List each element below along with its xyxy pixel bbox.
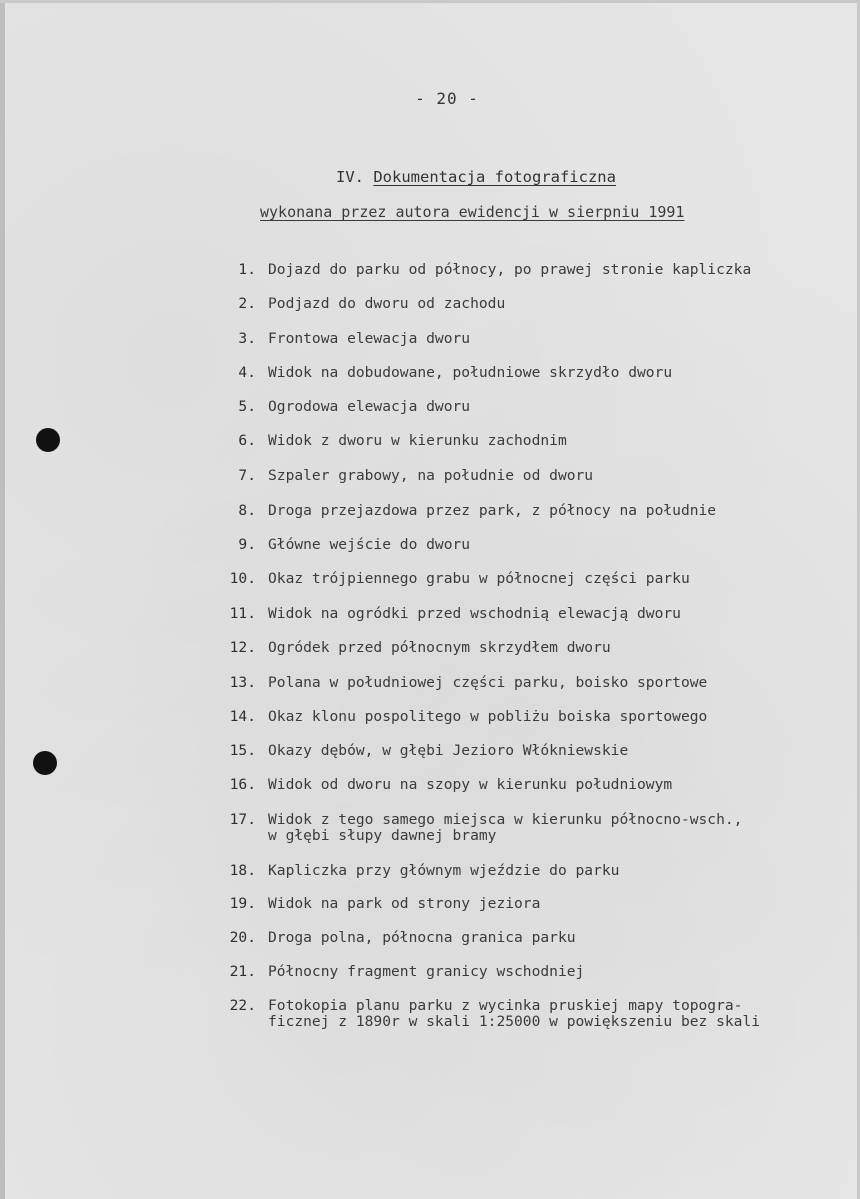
list-item	[212, 930, 852, 946]
list-item	[212, 964, 852, 980]
item-text: Okaz klonu pospolitego w pobliżu boiska sportowego	[268, 708, 708, 725]
list-item	[212, 777, 852, 793]
list-item	[212, 331, 852, 347]
item-text: Widok od dworu na szopy w kierunku południowym	[268, 776, 673, 793]
item-number: 6.	[238, 432, 256, 449]
punch-hole	[33, 751, 57, 775]
item-text: Dojazd do parku od północy, po prawej stronie kapliczka	[268, 261, 752, 278]
item-number: 9.	[238, 536, 256, 553]
item-number: 22.	[229, 997, 256, 1014]
item-number: 7.	[238, 467, 256, 484]
item-number: 5.	[238, 398, 256, 415]
item-text: Widok na park od strony jeziora	[268, 895, 541, 912]
item-number: 18.	[229, 862, 256, 879]
list-item	[212, 571, 852, 587]
item-text: Ogródek przed północnym skrzydłem dworu	[268, 639, 611, 656]
item-text: Droga przejazdowa przez park, z północy na południe	[268, 502, 717, 519]
item-number: 13.	[229, 674, 256, 691]
section-subtitle: wykonana przez autora ewidencji w sierpniu 1991	[260, 203, 685, 221]
list-item	[212, 743, 852, 759]
item-text: Widok z tego samego miejsca w kierunku północno-wsch., w głębi słupy dawnej bramy	[268, 811, 743, 844]
list-item	[212, 399, 852, 415]
item-number: 8.	[238, 502, 256, 519]
item-number: 17.	[229, 811, 256, 828]
list-item	[212, 433, 852, 449]
list-item	[212, 296, 852, 312]
item-text: Widok na dobudowane, południowe skrzydło dworu	[268, 364, 673, 381]
item-text: Droga polna, północna granica parku	[268, 929, 576, 946]
item-number: 11.	[229, 605, 256, 622]
list-item	[212, 812, 852, 844]
item-text: Okazy dębów, w głębi Jezioro Włókniewskie	[268, 742, 629, 759]
list-item	[212, 537, 852, 553]
item-number: 20.	[229, 929, 256, 946]
item-text: Północny fragment granicy wschodniej	[268, 963, 585, 980]
list-item	[212, 262, 852, 278]
section-title: Dokumentacja fotograficzna	[373, 168, 616, 186]
item-number: 3.	[238, 330, 256, 347]
list-item	[212, 640, 852, 656]
item-text: Ogrodowa elewacja dworu	[268, 398, 471, 415]
item-number: 19.	[229, 895, 256, 912]
list-item	[212, 606, 852, 622]
list-item	[212, 896, 852, 912]
item-text: Główne wejście do dworu	[268, 536, 471, 553]
item-text: Szpaler grabowy, na południe od dworu	[268, 467, 594, 484]
list-item	[212, 863, 852, 879]
list-item	[212, 998, 852, 1030]
item-text: Okaz trójpiennego grabu w północnej części parku	[268, 570, 690, 587]
item-number: 1.	[238, 261, 256, 278]
list-item	[212, 468, 852, 484]
list-item	[212, 709, 852, 725]
list-item	[212, 503, 852, 519]
item-number: 4.	[238, 364, 256, 381]
item-number: 12.	[229, 639, 256, 656]
page-number: - 20 -	[415, 89, 479, 108]
item-number: 10.	[229, 570, 256, 587]
item-number: 21.	[229, 963, 256, 980]
punch-hole	[36, 428, 60, 452]
item-text: Frontowa elewacja dworu	[268, 330, 471, 347]
section-number: IV.	[336, 168, 364, 186]
item-text: Podjazd do dworu od zachodu	[268, 295, 506, 312]
list-item	[212, 365, 852, 381]
item-number: 16.	[229, 776, 256, 793]
item-number: 15.	[229, 742, 256, 759]
item-number: 14.	[229, 708, 256, 725]
item-text: Kapliczka przy głównym wjeździe do parku	[268, 862, 620, 879]
item-text: Polana w południowej części parku, boisko sportowe	[268, 674, 708, 691]
item-text: Widok na ogródki przed wschodnią elewacją dworu	[268, 605, 681, 622]
item-number: 2.	[238, 295, 256, 312]
item-text: Fotokopia planu parku z wycinka pruskiej mapy topogra- ficznej z 1890r w skali 1:25000 w powiększeniu bez skali	[268, 997, 761, 1030]
list-item	[212, 675, 852, 691]
item-text: Widok z dworu w kierunku zachodnim	[268, 432, 567, 449]
